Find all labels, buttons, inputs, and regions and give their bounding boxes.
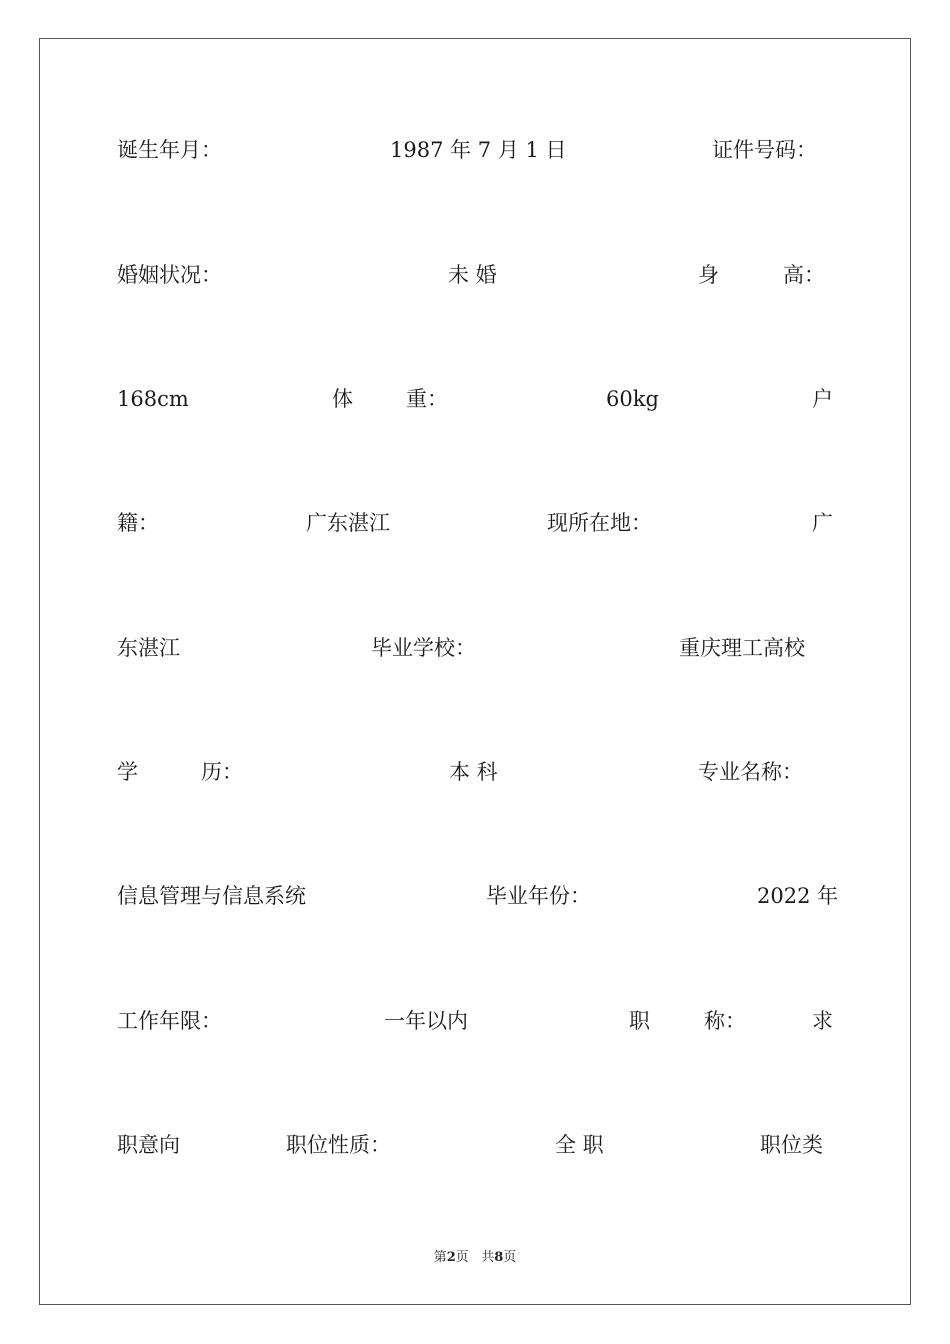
field-value: 168cm [117,387,189,411]
field-value: 求 [812,1009,833,1033]
form-row [0,133,950,167]
field-value: 重庆理工高校 [679,636,805,660]
field-label: 高： [783,263,825,287]
field-value: 2022 年 [757,884,839,908]
field-value: 广 [812,511,833,535]
form-row [0,631,950,665]
field-label: 证件号码： [712,138,817,162]
field-label: 重： [406,387,448,411]
page-frame [39,38,911,1305]
form-row [0,755,950,789]
field-label: 体 [332,387,353,411]
total-label: 共 [481,1250,495,1265]
form-row [0,506,950,540]
field-label: 诞生年月： [117,138,222,162]
page-unit: 页 [455,1250,469,1265]
field-label: 专业名称： [698,760,803,784]
field-label: 职 [629,1009,650,1033]
total-pages: 8 [494,1250,504,1265]
field-value: 1987 年 7 月 1 日 [390,138,567,162]
field-label: 职位性质： [286,1133,391,1157]
field-value: 一年以内 [384,1009,468,1033]
field-label: 历： [201,760,243,784]
page-footer [0,1246,950,1265]
field-value: 职位类 [760,1133,823,1157]
field-label: 工作年限： [117,1009,222,1033]
field-value: 信息管理与信息系统 [117,884,306,908]
page-number: 2 [446,1250,456,1265]
field-label: 籍： [117,511,159,535]
form-row [0,1128,950,1162]
total-unit: 页 [503,1250,517,1265]
field-value: 东湛江 [117,636,180,660]
form-row [0,879,950,913]
field-value: 广东湛江 [306,511,390,535]
form-row [0,382,950,416]
field-label: 毕业年份： [486,884,591,908]
field-label: 现所在地： [547,511,652,535]
field-label: 学 [117,760,138,784]
field-value: 职意向 [117,1133,180,1157]
field-value: 本 科 [449,760,498,784]
field-label: 称： [704,1009,746,1033]
field-label: 身 [698,263,719,287]
field-label: 毕业学校： [371,636,476,660]
form-row [0,1004,950,1038]
field-label: 婚姻状况： [117,263,222,287]
page-label: 第 [433,1250,447,1265]
field-label: 户 [812,387,833,411]
field-value: 全 职 [555,1133,604,1157]
form-row [0,258,950,292]
field-value: 未 婚 [448,263,497,287]
field-value: 60kg [606,387,659,411]
